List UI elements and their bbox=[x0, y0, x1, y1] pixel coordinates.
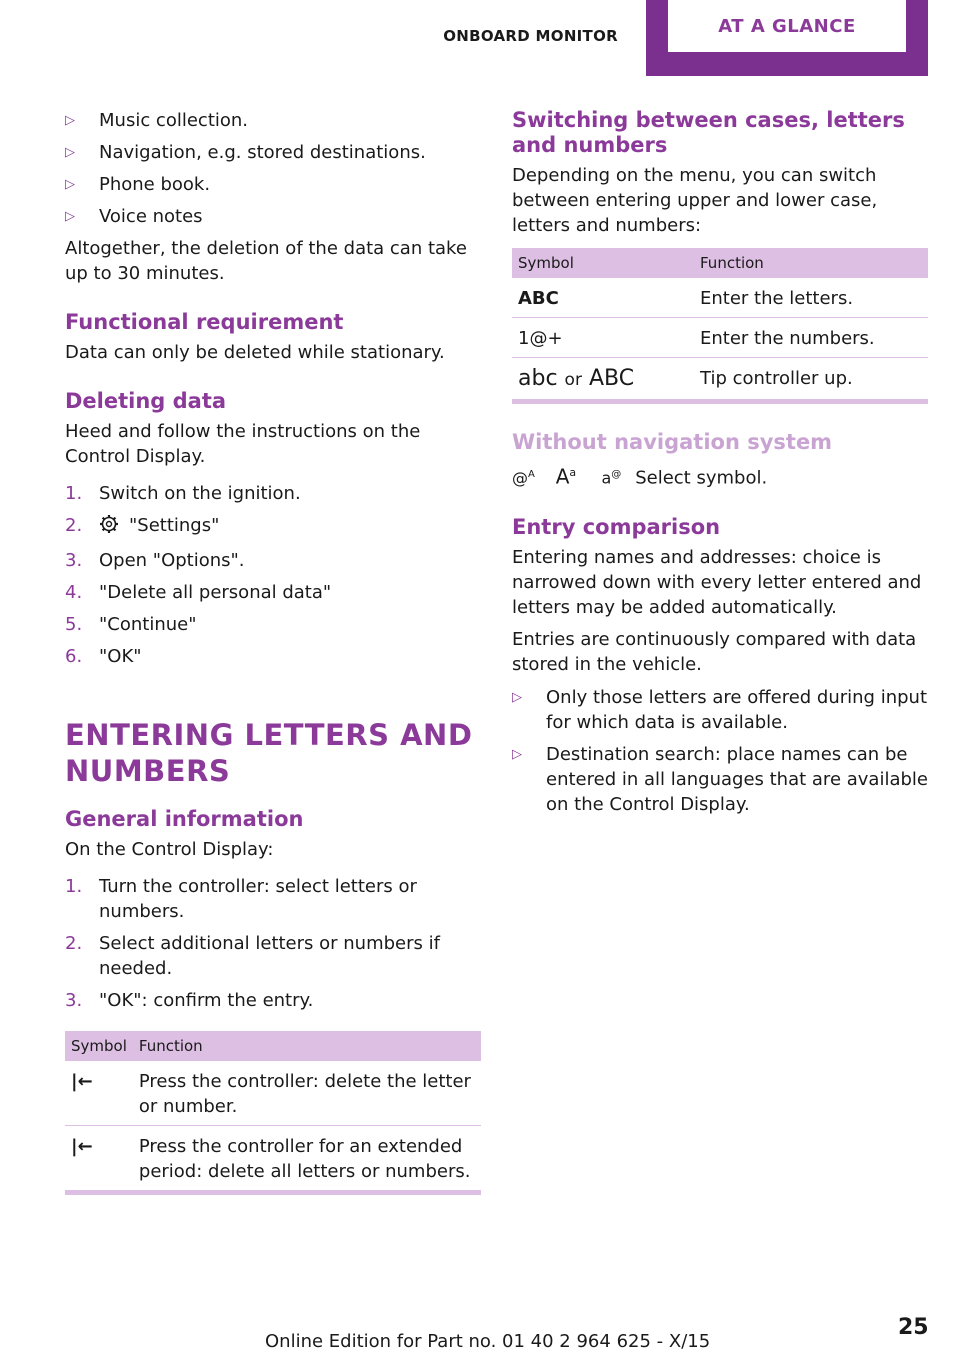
delete-symbol-table bbox=[65, 1031, 481, 1195]
header-tab bbox=[646, 0, 928, 76]
backspace-icon: |← bbox=[65, 1126, 133, 1193]
at-symbol-icon: @$^A$ bbox=[512, 468, 535, 488]
deleting-data-heading: Deleting data bbox=[65, 389, 227, 413]
table-header-symbol: Symbol bbox=[512, 248, 694, 278]
list-item: 4. "Delete all personal data" bbox=[65, 582, 332, 603]
list-item: 5. "Continue" bbox=[65, 614, 197, 635]
entry-comparison-text-1: Entering names and addresses: choice is narrowed down with every letter entered and letters may be added automatically. bbox=[512, 546, 922, 618]
deletion-time-text: Altogether, the deletion of the data can take up to 30 minutes. bbox=[65, 238, 467, 284]
case-symbol-icon: $A^a$ bbox=[555, 464, 577, 489]
case-switch-icon: abc or ABC bbox=[512, 358, 694, 402]
triangle-bullet-icon: ▷ bbox=[512, 746, 522, 762]
triangle-bullet-icon: ▷ bbox=[65, 145, 75, 160]
numbers-icon: 1@+ bbox=[512, 318, 694, 358]
triangle-bullet-icon: ▷ bbox=[512, 689, 522, 705]
select-symbol-row: @$^A$ $A^a$ a@ Select symbol. bbox=[512, 460, 930, 491]
table-header-function: Function bbox=[133, 1031, 481, 1061]
list-item: ▷ Phone book. bbox=[65, 174, 211, 195]
right-column bbox=[512, 108, 930, 824]
backspace-icon: |← bbox=[65, 1061, 133, 1126]
table-header-symbol: Symbol bbox=[65, 1031, 133, 1061]
table-header-function: Function bbox=[694, 248, 928, 278]
list-item: 6. "OK" bbox=[65, 646, 142, 667]
entry-steps-list bbox=[65, 874, 483, 1013]
entry-comparison-text-2: Entries are continuously compared with data stored in the vehicle. bbox=[512, 628, 917, 675]
list-item: 3. "OK": confirm the entry. bbox=[65, 990, 314, 1011]
triangle-bullet-icon: ▷ bbox=[65, 177, 75, 192]
triangle-bullet-icon: ▷ bbox=[65, 209, 75, 224]
footer-edition: Online Edition for Part no. 01 40 2 964 625 - X/15 bbox=[265, 1331, 711, 1352]
header-section-title: ONBOARD MONITOR bbox=[443, 27, 618, 45]
list-item: ▷ Destination search: place names can be entered in all languages that are available on the Control Display. bbox=[512, 743, 928, 815]
deleting-steps-list bbox=[65, 481, 483, 669]
table-row: 1@+ Enter the numbers. bbox=[512, 318, 928, 358]
list-item: 2. Select additional letters or numbers if needed. bbox=[65, 933, 440, 979]
functional-requirement-heading: Functional requirement bbox=[65, 310, 344, 334]
deleting-data-text: Heed and follow the instructions on the Control Display. bbox=[65, 421, 421, 467]
letters-icon: ABC bbox=[512, 278, 694, 318]
header-tab-label: AT A GLANCE bbox=[668, 0, 906, 52]
list-item: ▷ Only those letters are offered during input for which data is available. bbox=[512, 686, 928, 733]
general-information-text: On the Control Display: bbox=[65, 839, 274, 860]
table-row: abc or ABC Tip controller up. bbox=[512, 358, 928, 402]
switching-text: Depending on the menu, you can switch between entering upper and lower case, letters and numbers: bbox=[512, 165, 878, 236]
list-item: 2. "Settings" bbox=[65, 513, 483, 541]
list-item: ▷ Music collection. bbox=[65, 110, 249, 131]
functional-requirement-text: Data can only be deleted while stationary. bbox=[65, 342, 445, 363]
list-item: 3. Open "Options". bbox=[65, 550, 245, 571]
entering-letters-heading: ENTERING LETTERS AND NUMBERS bbox=[65, 718, 473, 788]
data-bullet-list bbox=[65, 108, 483, 229]
switch-symbol-table bbox=[512, 248, 928, 404]
triangle-bullet-icon: ▷ bbox=[65, 113, 75, 128]
left-column bbox=[65, 108, 483, 1195]
entry-comparison-heading: Entry comparison bbox=[512, 514, 721, 539]
entry-bullet-list bbox=[512, 685, 930, 817]
without-navigation-heading: Without navigation system bbox=[512, 430, 833, 454]
switching-heading: Switching between cases, letters and numbers bbox=[512, 108, 905, 157]
table-row: |← Press the controller for an extended period: delete all letters or numbers. bbox=[65, 1126, 481, 1193]
gear-icon bbox=[99, 514, 121, 541]
list-item: 1. Turn the controller: select letters or numbers. bbox=[65, 876, 417, 922]
list-item: ▷ Voice notes bbox=[65, 206, 203, 227]
list-item: 1. Switch on the ignition. bbox=[65, 483, 301, 504]
table-row: |← Press the controller: delete the letter or number. bbox=[65, 1061, 481, 1126]
page-number: 25 bbox=[898, 1315, 929, 1340]
table-row: ABC Enter the letters. bbox=[512, 278, 928, 318]
list-item: ▷ Navigation, e.g. stored destinations. bbox=[65, 142, 426, 163]
letter-at-icon: a@ bbox=[601, 468, 622, 488]
general-information-heading: General information bbox=[65, 807, 304, 831]
